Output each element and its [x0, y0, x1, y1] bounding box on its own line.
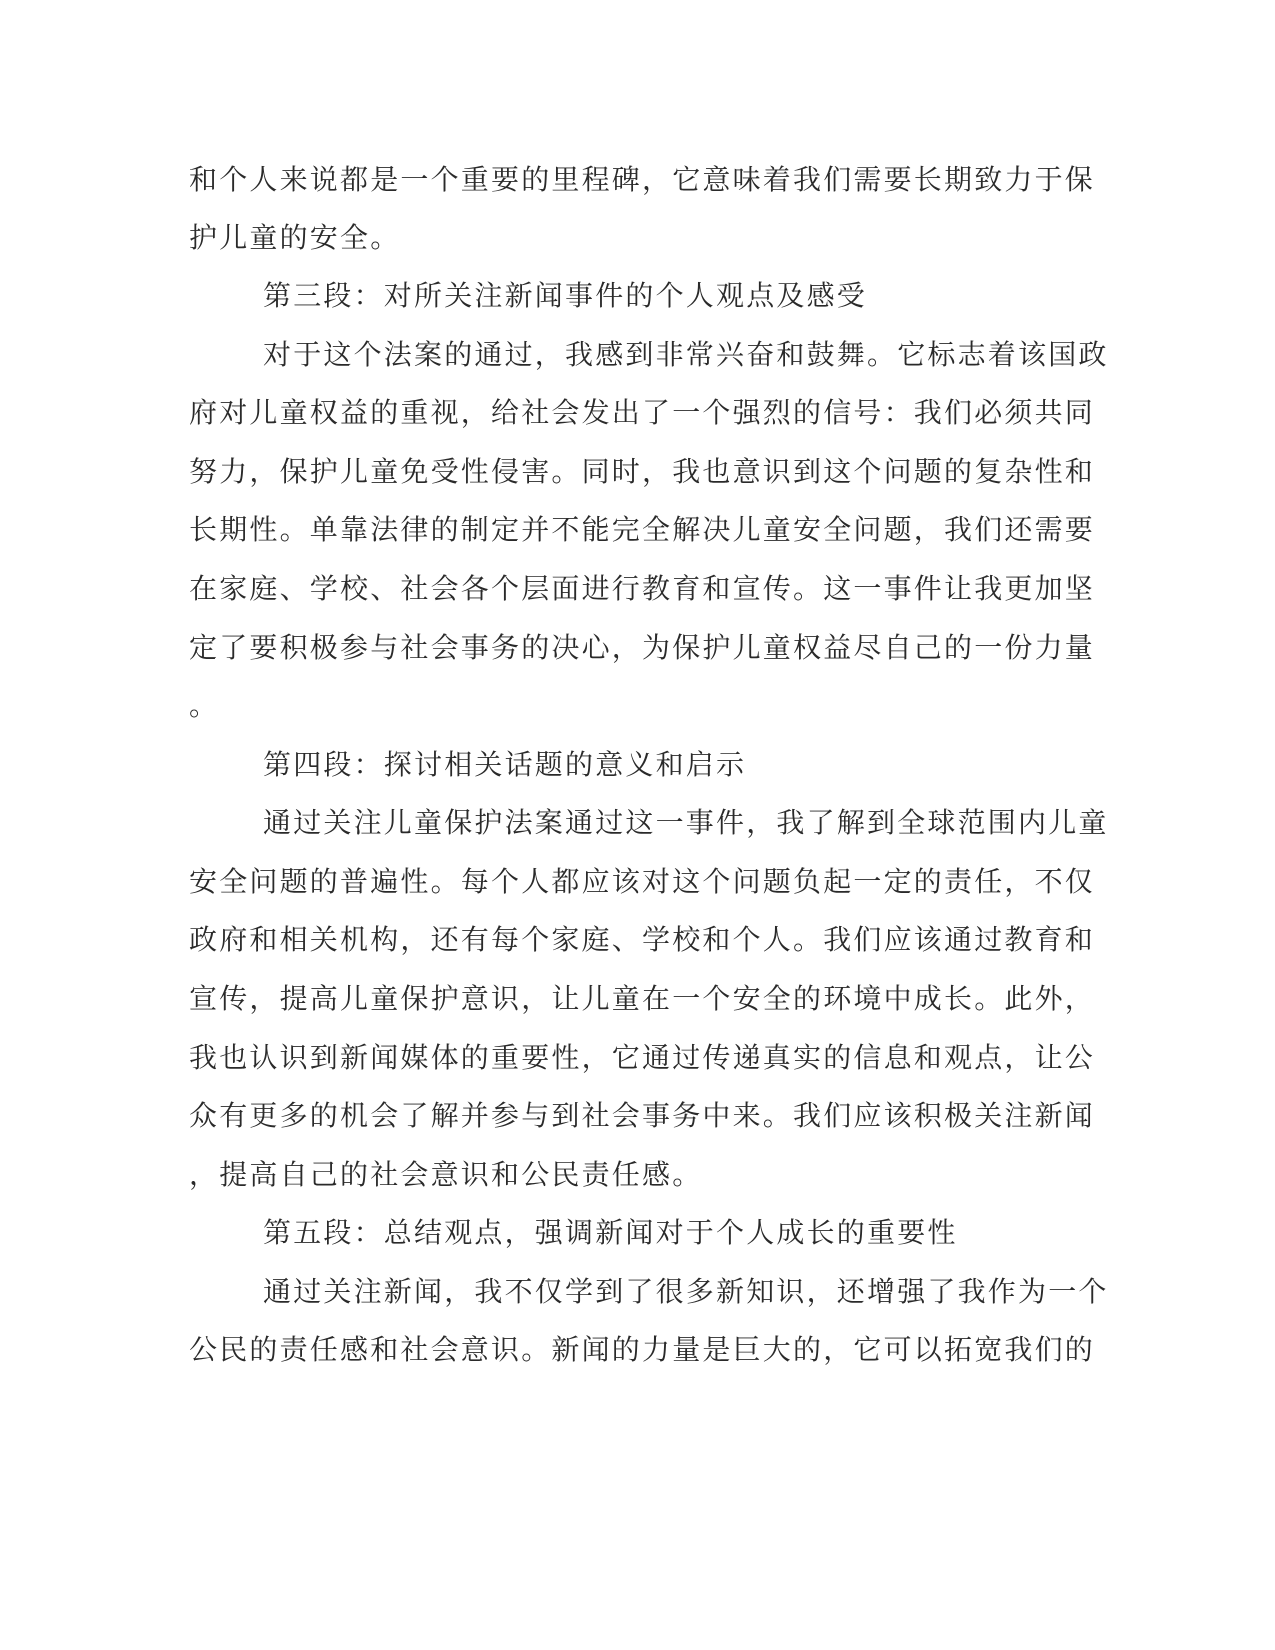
text-line: 长期性。单靠法律的制定并不能完全解决儿童安全问题，我们还需要	[189, 513, 1096, 546]
text-line: 定了要积极参与社会事务的决心，为保护儿童权益尽自己的一份力量	[189, 631, 1096, 664]
text-line: 努力，保护儿童免受性侵害。同时，我也意识到这个问题的复杂性和	[189, 455, 1096, 488]
section-heading: 第五段：总结观点，强调新闻对于个人成长的重要性	[263, 1216, 958, 1249]
text-line: 护儿童的安全。	[189, 221, 401, 254]
text-line: 宣传，提高儿童保护意识，让儿童在一个安全的环境中成长。此外，	[189, 982, 1096, 1015]
text-line: 在家庭、学校、社会各个层面进行教育和宣传。这一事件让我更加坚	[189, 572, 1096, 605]
text-line: ，提高自己的社会意识和公民责任感。	[189, 1158, 703, 1191]
text-line: 对于这个法案的通过，我感到非常兴奋和鼓舞。它标志着该国政	[263, 338, 1109, 371]
text-line: 我也认识到新闻媒体的重要性，它通过传递真实的信息和观点，让公	[189, 1041, 1096, 1074]
section-heading: 第三段：对所关注新闻事件的个人观点及感受	[263, 279, 868, 312]
text-line: 公民的责任感和社会意识。新闻的力量是巨大的，它可以拓宽我们的	[189, 1333, 1096, 1366]
text-line: 通过关注儿童保护法案通过这一事件，我了解到全球范围内儿童	[263, 806, 1109, 839]
text-line: 府对儿童权益的重视，给社会发出了一个强烈的信号：我们必须共同	[189, 396, 1096, 429]
text-line: 政府和相关机构，还有每个家庭、学校和个人。我们应该通过教育和	[189, 923, 1096, 956]
text-line: 通过关注新闻，我不仅学到了很多新知识，还增强了我作为一个	[263, 1275, 1109, 1308]
text-line: 和个人来说都是一个重要的里程碑，它意味着我们需要长期致力于保	[189, 163, 1096, 196]
text-line: 。	[189, 689, 220, 722]
text-line: 安全问题的普遍性。每个人都应该对这个问题负起一定的责任，不仅	[189, 865, 1096, 898]
text-line: 众有更多的机会了解并参与到社会事务中来。我们应该积极关注新闻	[189, 1099, 1096, 1132]
section-heading: 第四段：探讨相关话题的意义和启示	[263, 748, 747, 781]
